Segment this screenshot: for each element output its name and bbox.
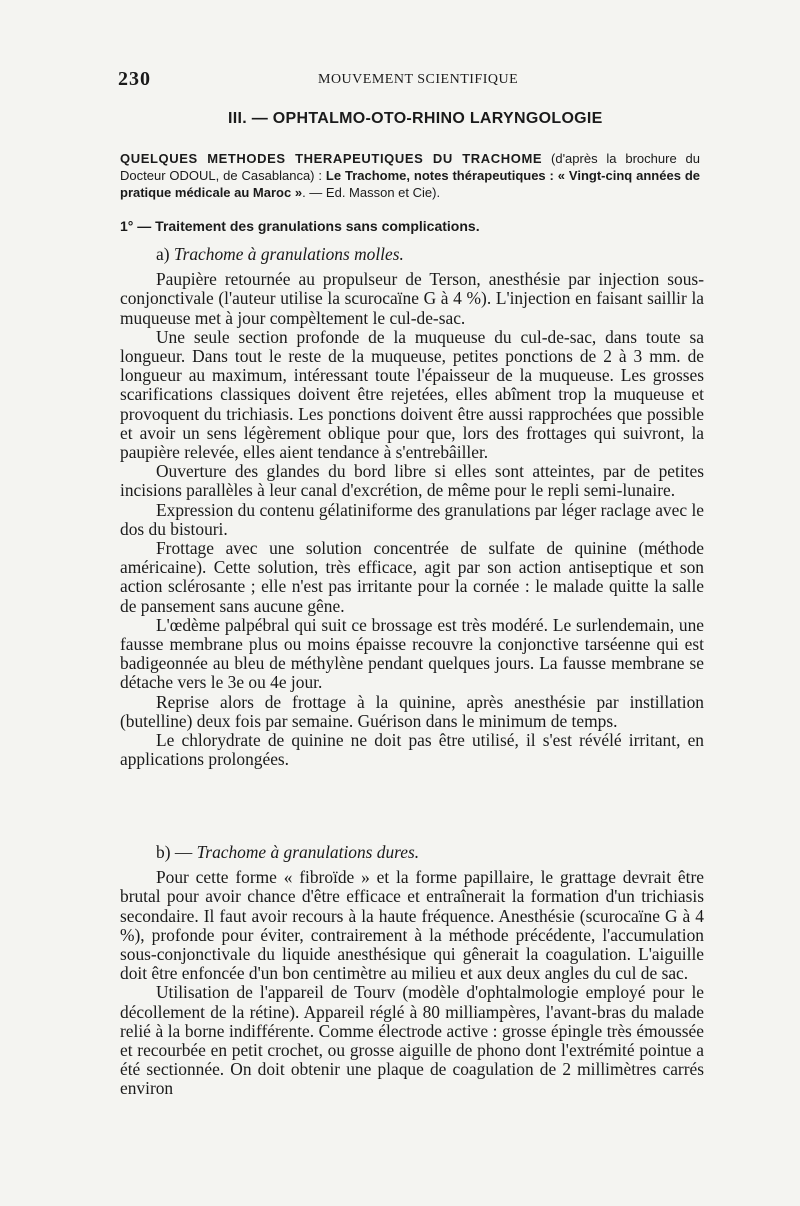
paragraph: Le chlorydrate de quinine ne doit pas être utilisé, il s'est révélé irritant, en applications prolongées.: [120, 730, 704, 770]
paragraph: Reprise alors de frottage à la quinine, après anesthésie par instillation (butelline) deux fois par semaine. Guérison dans le minimum de temps.: [120, 691, 704, 731]
article-reference: [120, 150, 700, 201]
part-b-label: b) —: [156, 842, 193, 862]
reference-text-1: (d'après la brochure du: [542, 151, 700, 166]
paragraph: Paupière retournée au propulseur de Terson, anesthésie par injection sous-conjonctivale (l'auteur utilise la scurocaïne G à 4 %). L'injection en faisant saillir la muqueuse met à jour compèltement le cul-de-sac.: [120, 269, 704, 328]
reference-text-3: . — Ed. Masson et Cie).: [302, 185, 441, 200]
reference-author: Docteur ODOUL: [120, 168, 216, 183]
paragraph: L'œdème palpébral qui suit ce brossage est très modéré. Le surlendemain, une fausse membrane plus ou moins épaisse recouvre la conjonctive tarséenne qui est badigeonnée au bleu de méthylène pendant quelques jours. La fausse membrane se détache vers le 3e ou 4e jour.: [120, 614, 704, 693]
section-heading: III. — OPHTALMO-OTO-RHINO LARYNGOLOGIE: [228, 110, 603, 127]
reference-text-2: , de Casablanca) :: [215, 168, 326, 183]
subsection-heading: 1° — Traitement des granulations sans complications.: [120, 218, 480, 234]
reference-work-title: Le Trachome, notes thérapeutiques : « Vingt-cinq années de pratique médicale au Maroc »: [120, 168, 700, 200]
running-title: MOUVEMENT SCIENTIFIQUE: [318, 72, 519, 87]
paragraph: Une seule section profonde de la muqueuse du cul-de-sac, dans toute sa longueur. Dans tout le reste de la muqueuse, petites ponctions de 2 à 3 mm. de longueur au maximum, intéressant toute l'épaisseur de la muqueuse. Les grosses scarifications classiques doivent être rejetées, elles abîment trop la muqueuse et provoquent du trichiasis. Les ponctions doivent être aussi rapprochées que possible et avoir un sens légèrement oblique pour que, lors des frottages qui suivront, la paupière relevée, elles aient tendance à s'entrebâiller.: [120, 326, 704, 463]
article-title: QUELQUES METHODES THERAPEUTIQUES DU TRACHOME: [120, 151, 543, 166]
part-a-label: a): [156, 244, 170, 264]
part-a-title: Trachome à granulations molles.: [173, 244, 404, 264]
paragraph: Frottage avec une solution concentrée de sulfate de quinine (méthode américaine). Cette solution, très efficace, agit par son action antiseptique et son action sclérosante ; elle n'est pas irritante pour la cornée : le malade quitte la salle de pansement sans aucune gêne.: [120, 538, 704, 616]
paragraph: Pour cette forme « fibroïde » et la forme papillaire, le grattage devrait être brutal pour avoir chance d'être efficace et entraînerait la formation d'un trichiasis secondaire. Il faut avoir recours à la haute fréquence. Anesthésie (scurocaïne G à 4 %), profonde pour éviter, contrairement à la méthode précédente, l'accumulation sous-conjonctivale du liquide anesthésique qui gênerait la coagulation. L'aiguille doit être enfoncée d'un bon centimètre au milieu et aux deux angles du cul de sac.: [120, 867, 704, 984]
page-number: 230: [118, 68, 151, 90]
paragraph: Utilisation de l'appareil de Tourv (modèle d'ophtalmologie employé pour le décollement de la rétine). Appareil réglé à 80 milliampères, l'avant-bras du malade relié à la borne indifférente. Comme électrode active : grosse épingle très émoussée et recourbée en petit crochet, ou grosse aiguille de phono dont l'extrémité pointue a été sectionnée. On doit obtenir une plaque de coagulation de 2 millimètres carrés environ: [120, 982, 704, 1099]
part-b-heading: [156, 843, 704, 862]
paragraph: Ouverture des glandes du bord libre si elles sont atteintes, par de petites incisions parallèles à leur canal d'excrétion, de même pour le repli semi-lunaire.: [120, 461, 704, 501]
paragraph: Expression du contenu gélatiniforme des granulations par léger raclage avec le dos du bistouri.: [120, 499, 704, 539]
part-a-heading: [156, 245, 704, 264]
part-b-title: Trachome à granulations dures.: [196, 842, 420, 862]
part-b-block: [120, 843, 704, 1099]
running-header: [118, 68, 718, 92]
part-a-block: [120, 245, 704, 769]
